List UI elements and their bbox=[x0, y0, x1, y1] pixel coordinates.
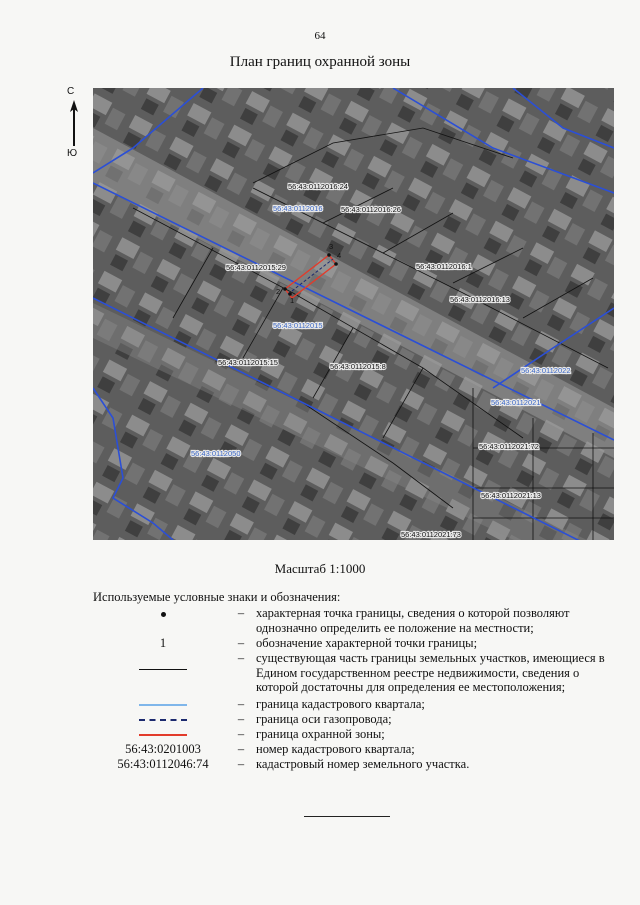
legend-text: обозначение характерной точки границы; bbox=[256, 636, 478, 650]
legend-symbol: 56:43:0201003 bbox=[125, 742, 201, 756]
legend-symbol: 1 bbox=[159, 636, 167, 650]
point-label-4: 4 bbox=[337, 251, 342, 260]
parcel-label: 56:43:0112016:13 bbox=[450, 295, 510, 304]
compass-north-label: С bbox=[67, 86, 75, 97]
dashed-line-icon bbox=[139, 719, 187, 721]
parcel-label: 56:43:0112021:13 bbox=[481, 491, 541, 500]
parcel-label: 56:43:0112016:24 bbox=[288, 182, 348, 191]
point-dot-icon bbox=[161, 612, 166, 617]
map-scale: Масштаб 1:1000 bbox=[274, 561, 366, 576]
parcel-label: 56:43:0112016:1 bbox=[416, 262, 472, 271]
red-line-icon bbox=[139, 734, 187, 736]
blue-line-icon bbox=[139, 704, 187, 706]
cadastral-map[interactable] bbox=[93, 88, 614, 540]
quarter-label: 56:43:0112022 bbox=[521, 366, 571, 375]
legend-text: существующая часть границы земельных участков, имеющиеся в Едином государственном реестре недвижимости, сведения о которой достаточны для определения ее местоположения; bbox=[256, 651, 605, 694]
parcel-label: 56:43:0112015:8 bbox=[330, 362, 386, 371]
legend-text: характерная точка границы, сведения о которой позволяют однозначно определить ее положение на местности; bbox=[256, 606, 570, 635]
quarter-label: 56:43:0112015 bbox=[273, 321, 323, 330]
legend-text: граница оси газопровода; bbox=[256, 712, 392, 726]
legend-title: Используемые условные знаки и обозначения: bbox=[93, 590, 341, 604]
quarter-label: 56:43:0112021 bbox=[491, 398, 541, 407]
page-number: 64 bbox=[314, 30, 326, 42]
point-label-3: 3 bbox=[329, 242, 334, 251]
legend-text: граница кадастрового квартала; bbox=[256, 697, 425, 711]
quarter-label: 56:43:0112050 bbox=[191, 449, 241, 458]
point-label-2: 2 bbox=[276, 287, 281, 296]
north-arrow bbox=[64, 86, 84, 160]
legend-text: граница охранной зоны; bbox=[256, 727, 385, 741]
parcel-label: 56:43:0112021:72 bbox=[479, 442, 539, 451]
legend-text: номер кадастрового квартала; bbox=[256, 742, 415, 756]
map-svg bbox=[93, 88, 614, 540]
bottom-rule bbox=[304, 816, 390, 817]
parcel-label: 56:43:0112016:26 bbox=[341, 205, 401, 214]
quarter-label: 56:43:0112016 bbox=[273, 204, 323, 213]
parcel-label: 56:43:0112021:73 bbox=[401, 530, 461, 539]
black-line-icon bbox=[139, 669, 187, 670]
legend-symbol: 56:43:0112046:74 bbox=[117, 757, 209, 771]
compass-south-label: Ю bbox=[67, 148, 78, 159]
parcel-label: 56:43:0112015:29 bbox=[226, 263, 286, 272]
point-label-1: 1 bbox=[290, 296, 295, 305]
parcel-label: 56:43:0112015:15 bbox=[218, 358, 278, 367]
page-title: План границ охранной зоны bbox=[229, 54, 411, 70]
legend-text: кадастровый номер земельного участка. bbox=[256, 757, 470, 771]
